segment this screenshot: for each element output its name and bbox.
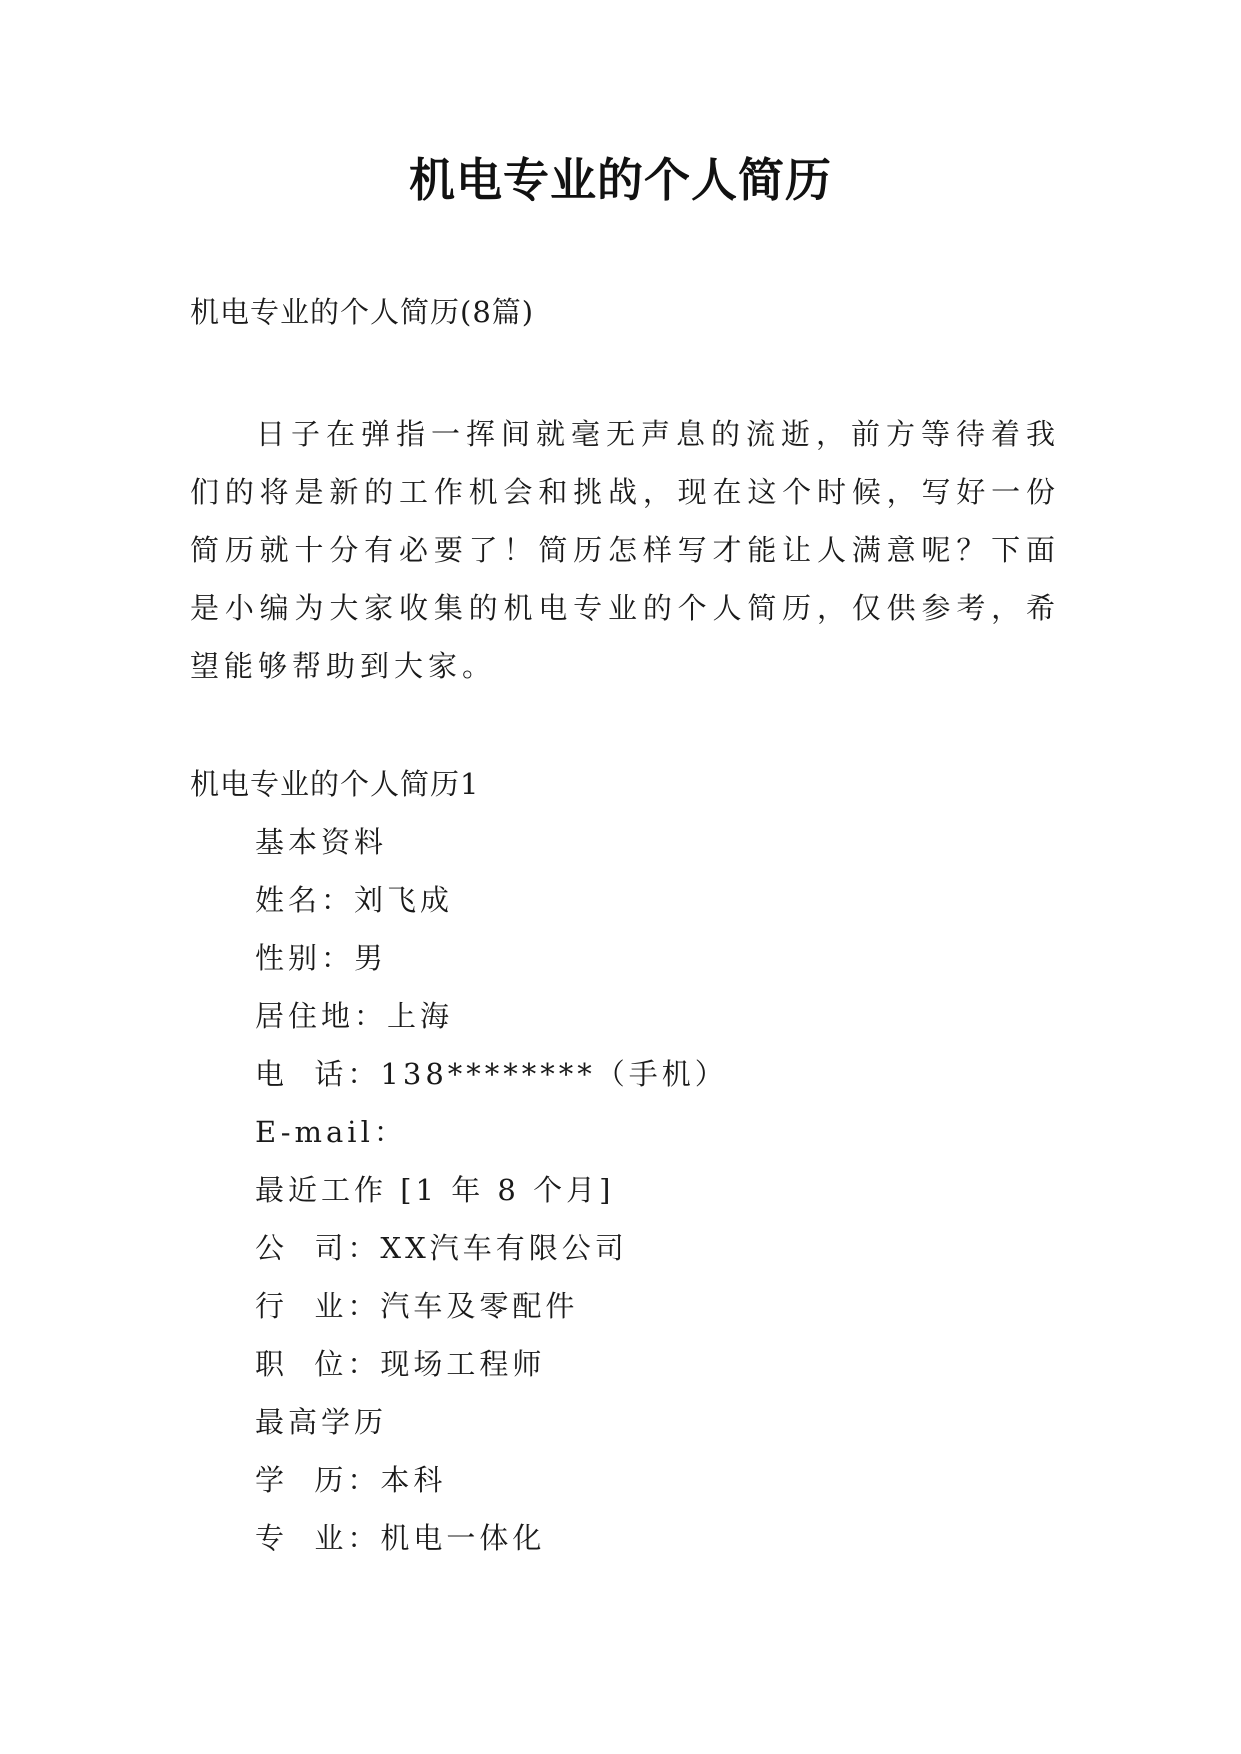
field-position: 职 位：现场工程师 xyxy=(255,1347,546,1381)
document-title: 机电专业的个人简历 xyxy=(409,153,832,207)
section-heading: 机电专业的个人简历1 xyxy=(190,767,480,801)
field-company: 公 司：XX汽车有限公司 xyxy=(255,1231,628,1265)
field-basic-info-heading: 基本资料 xyxy=(255,825,388,859)
field-recent-work-heading: 最近工作 [1 年 8 个月] xyxy=(255,1173,615,1207)
field-degree: 学 历：本科 xyxy=(255,1463,447,1497)
field-phone: 电 话：138********（手机） xyxy=(255,1057,728,1091)
field-residence: 居住地：上海 xyxy=(255,999,454,1033)
field-gender: 性别：男 xyxy=(255,941,388,975)
document-subtitle: 机电专业的个人简历(8篇) xyxy=(190,295,535,329)
field-major: 专 业：机电一体化 xyxy=(255,1521,546,1555)
field-email: E-mail： xyxy=(255,1115,407,1149)
field-name: 姓名：刘飞成 xyxy=(255,883,454,917)
field-education-heading: 最高学历 xyxy=(255,1405,388,1439)
intro-paragraph: 日子在弹指一挥间就毫无声息的流逝，前方等待着我们的将是新的工作机会和挑战，现在这个时候，写好一份简历就十分有必要了！简历怎样写才能让人满意呢？下面是小编为大家收集的机电专业的个人简历，仅供参考，希望能够帮助到大家。 xyxy=(190,417,1060,683)
field-industry: 行 业：汽车及零配件 xyxy=(255,1289,579,1323)
resume-fields xyxy=(255,822,728,1576)
